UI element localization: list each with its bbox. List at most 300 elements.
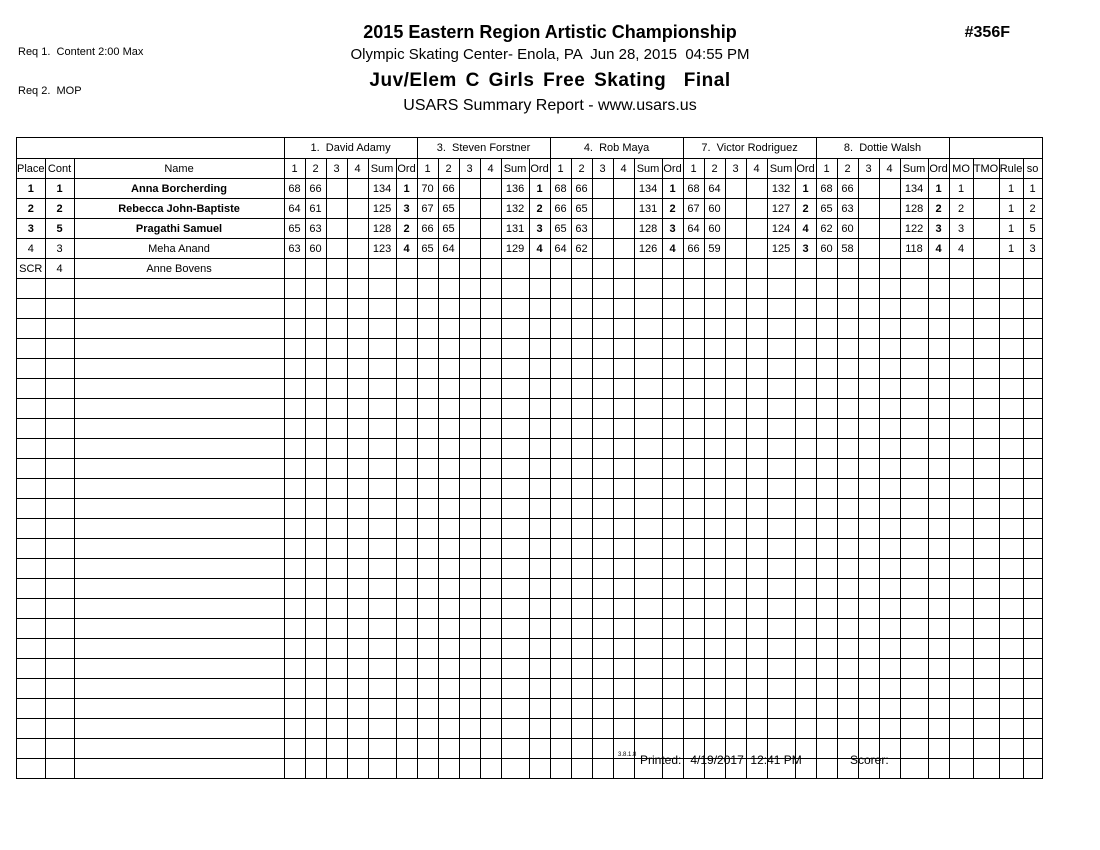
score-cell xyxy=(725,179,746,199)
score-cell xyxy=(326,479,347,499)
score-cell xyxy=(704,319,725,339)
mo-cell xyxy=(949,559,973,579)
ord-cell: 2 xyxy=(662,199,683,219)
score-cell xyxy=(704,359,725,379)
score-cell xyxy=(480,579,501,599)
name-cell: Rebecca John-Baptiste xyxy=(74,199,284,219)
score-cell xyxy=(746,219,767,239)
score-cell xyxy=(480,759,501,779)
sum-cell: 125 xyxy=(368,199,396,219)
sum-cell: 128 xyxy=(900,199,928,219)
mo-cell xyxy=(949,639,973,659)
score-cell xyxy=(816,259,837,279)
so-cell: 5 xyxy=(1023,219,1042,239)
score-cell xyxy=(284,339,305,359)
score-cell xyxy=(305,259,326,279)
ord-cell xyxy=(529,759,550,779)
mo-cell xyxy=(949,499,973,519)
score-cell xyxy=(326,639,347,659)
score-cell xyxy=(305,279,326,299)
score-cell: 64 xyxy=(550,239,571,259)
score-cell xyxy=(326,179,347,199)
score-cell xyxy=(592,499,613,519)
sum-cell xyxy=(501,439,529,459)
score-cell xyxy=(347,639,368,659)
score-cell: 65 xyxy=(417,239,438,259)
mo-cell xyxy=(949,739,973,759)
score-cell xyxy=(326,759,347,779)
event-number: #356F xyxy=(964,24,1010,41)
sum-cell xyxy=(634,599,662,619)
score-cell xyxy=(438,679,459,699)
score-cell xyxy=(683,259,704,279)
ord-cell xyxy=(928,639,949,659)
ord-cell xyxy=(662,419,683,439)
judge-header-1: 1. David Adamy xyxy=(284,138,417,159)
score-cell xyxy=(284,599,305,619)
venue-date-line: Olympic Skating Center- Enola, PA Jun 28, 2015 04:55 PM xyxy=(350,46,750,63)
sum-cell: 131 xyxy=(501,219,529,239)
place-cell xyxy=(17,619,46,639)
score-cell xyxy=(613,659,634,679)
score-cell xyxy=(417,699,438,719)
score-cell xyxy=(480,619,501,639)
score-cell xyxy=(284,619,305,639)
score-cell xyxy=(858,599,879,619)
score-cell xyxy=(725,499,746,519)
so-cell: 3 xyxy=(1023,239,1042,259)
sum-cell xyxy=(501,559,529,579)
score-cell xyxy=(326,539,347,559)
sum-cell xyxy=(767,399,795,419)
score-cell xyxy=(571,719,592,739)
mo-cell xyxy=(949,579,973,599)
score-cell xyxy=(858,439,879,459)
place-cell xyxy=(17,739,46,759)
rule-cell xyxy=(999,459,1023,479)
ord-cell xyxy=(795,279,816,299)
score-cell xyxy=(550,519,571,539)
score-cell xyxy=(704,639,725,659)
ord-cell xyxy=(529,499,550,519)
cont-cell xyxy=(45,579,74,599)
score-cell xyxy=(725,519,746,539)
score-cell xyxy=(326,359,347,379)
so-cell xyxy=(1023,319,1042,339)
score-cell xyxy=(459,399,480,419)
ord-cell xyxy=(662,399,683,419)
rule-cell xyxy=(999,379,1023,399)
score-cell: 68 xyxy=(816,179,837,199)
score-cell xyxy=(592,639,613,659)
score-cell xyxy=(613,599,634,619)
rule-cell xyxy=(999,739,1023,759)
rule-cell: 1 xyxy=(999,179,1023,199)
score-cell xyxy=(438,359,459,379)
score-cell: 60 xyxy=(704,219,725,239)
name-cell xyxy=(74,699,284,719)
score-cell xyxy=(725,379,746,399)
printed-label: Printed: xyxy=(640,753,682,767)
sum-cell: 128 xyxy=(368,219,396,239)
score-cell xyxy=(816,419,837,439)
score-cell xyxy=(417,299,438,319)
ord-cell xyxy=(662,319,683,339)
name-cell xyxy=(74,679,284,699)
tmo-cell xyxy=(973,219,999,239)
cont-cell xyxy=(45,339,74,359)
place-cell xyxy=(17,699,46,719)
rule-cell xyxy=(999,399,1023,419)
score-cell xyxy=(480,679,501,699)
so-cell xyxy=(1023,699,1042,719)
score-cell: 67 xyxy=(417,199,438,219)
score-cell xyxy=(704,659,725,679)
ord-cell xyxy=(662,679,683,699)
score-cell xyxy=(550,379,571,399)
score-cell xyxy=(347,619,368,639)
score-cell xyxy=(417,659,438,679)
sum-cell xyxy=(767,559,795,579)
place-cell xyxy=(17,559,46,579)
sum-cell: 131 xyxy=(634,199,662,219)
score-cell xyxy=(592,339,613,359)
score-cell xyxy=(837,379,858,399)
score-cell xyxy=(879,319,900,339)
score-cell xyxy=(550,599,571,619)
score-cell xyxy=(683,539,704,559)
score-cell xyxy=(746,599,767,619)
mo-cell xyxy=(949,679,973,699)
score-cell xyxy=(571,259,592,279)
so-cell xyxy=(1023,679,1042,699)
sum-cell xyxy=(900,259,928,279)
score-cell xyxy=(592,179,613,199)
so-cell xyxy=(1023,419,1042,439)
score-cell xyxy=(284,699,305,719)
ord-cell xyxy=(529,599,550,619)
judge-header-2: 3. Steven Forstner xyxy=(417,138,550,159)
score-cell xyxy=(879,199,900,219)
score-cell xyxy=(326,339,347,359)
score-cell xyxy=(347,239,368,259)
score-cell xyxy=(704,499,725,519)
sum-cell xyxy=(501,639,529,659)
ord-cell xyxy=(396,379,417,399)
score-cell xyxy=(837,579,858,599)
sum-cell xyxy=(368,719,396,739)
ord-cell xyxy=(396,399,417,419)
score-cell xyxy=(571,459,592,479)
score-cell xyxy=(725,599,746,619)
score-cell xyxy=(326,599,347,619)
score-cell xyxy=(858,679,879,699)
tmo-cell xyxy=(973,359,999,379)
cont-cell xyxy=(45,439,74,459)
so-cell xyxy=(1023,739,1042,759)
score-cell xyxy=(571,619,592,639)
tmo-cell xyxy=(973,499,999,519)
score-cell xyxy=(613,679,634,699)
score-cell: 63 xyxy=(284,239,305,259)
score-cell: 60 xyxy=(305,239,326,259)
tmo-cell xyxy=(973,739,999,759)
score-cell xyxy=(858,499,879,519)
rule-cell xyxy=(999,339,1023,359)
ord-cell xyxy=(795,259,816,279)
ord-cell xyxy=(662,299,683,319)
score-cell xyxy=(326,199,347,219)
rule-cell xyxy=(999,539,1023,559)
name-cell xyxy=(74,719,284,739)
score-cell xyxy=(571,599,592,619)
sum-cell xyxy=(900,479,928,499)
sum-cell xyxy=(501,579,529,599)
score-cell xyxy=(683,639,704,659)
mo-cell xyxy=(949,659,973,679)
col-header-sum: Sum xyxy=(634,159,662,179)
sum-cell xyxy=(767,459,795,479)
rule-cell xyxy=(999,259,1023,279)
ord-cell xyxy=(396,719,417,739)
score-cell xyxy=(571,539,592,559)
score-cell xyxy=(858,359,879,379)
name-cell xyxy=(74,519,284,539)
score-cell xyxy=(746,439,767,459)
ord-cell: 3 xyxy=(662,219,683,239)
score-cell xyxy=(613,299,634,319)
score-cell xyxy=(592,559,613,579)
score-cell: 58 xyxy=(837,239,858,259)
mo-cell xyxy=(949,419,973,439)
score-cell xyxy=(816,559,837,579)
sum-cell xyxy=(767,419,795,439)
score-cell xyxy=(347,219,368,239)
col-header-ord: Ord xyxy=(396,159,417,179)
score-cell xyxy=(417,319,438,339)
ord-cell xyxy=(396,639,417,659)
so-cell xyxy=(1023,559,1042,579)
score-cell xyxy=(816,439,837,459)
score-cell xyxy=(816,539,837,559)
score-cell xyxy=(746,679,767,699)
score-cell xyxy=(725,719,746,739)
score-cell xyxy=(837,639,858,659)
sum-cell xyxy=(900,339,928,359)
sum-cell xyxy=(900,279,928,299)
tmo-cell xyxy=(973,699,999,719)
so-cell xyxy=(1023,399,1042,419)
cont-cell xyxy=(45,279,74,299)
score-cell xyxy=(816,499,837,519)
score-cell xyxy=(837,359,858,379)
col-header-score-1: 1 xyxy=(816,159,837,179)
score-cell xyxy=(837,439,858,459)
sum-cell xyxy=(368,299,396,319)
sum-cell xyxy=(900,299,928,319)
sum-cell xyxy=(501,739,529,759)
name-cell: Meha Anand xyxy=(74,239,284,259)
ord-cell xyxy=(529,559,550,579)
score-cell xyxy=(347,719,368,739)
score-cell xyxy=(746,559,767,579)
score-cell xyxy=(746,579,767,599)
score-cell xyxy=(592,579,613,599)
score-cell xyxy=(326,699,347,719)
score-cell xyxy=(459,579,480,599)
score-cell xyxy=(305,299,326,319)
rule-cell xyxy=(999,759,1023,779)
score-cell xyxy=(746,319,767,339)
score-cell xyxy=(417,419,438,439)
sum-cell xyxy=(900,699,928,719)
score-cell xyxy=(347,459,368,479)
score-cell xyxy=(326,619,347,639)
score-cell xyxy=(613,399,634,419)
score-cell xyxy=(347,299,368,319)
ord-cell xyxy=(529,639,550,659)
score-cell xyxy=(837,259,858,279)
score-cell xyxy=(480,699,501,719)
printed-datetime: 4/19/2017 12:41 PM xyxy=(690,753,802,767)
score-cell xyxy=(746,619,767,639)
score-cell xyxy=(858,319,879,339)
score-cell xyxy=(592,619,613,639)
score-cell xyxy=(438,739,459,759)
ord-cell xyxy=(795,579,816,599)
score-cell xyxy=(746,399,767,419)
score-cell xyxy=(326,319,347,339)
so-cell: 1 xyxy=(1023,179,1042,199)
ord-cell xyxy=(795,719,816,739)
cont-cell: 5 xyxy=(45,219,74,239)
score-cell xyxy=(879,219,900,239)
ord-cell: 1 xyxy=(928,179,949,199)
score-cell xyxy=(417,439,438,459)
score-cell xyxy=(858,639,879,659)
score-cell xyxy=(480,339,501,359)
score-cell xyxy=(592,259,613,279)
score-cell xyxy=(613,559,634,579)
score-cell: 64 xyxy=(683,219,704,239)
score-cell xyxy=(879,619,900,639)
score-cell xyxy=(837,499,858,519)
score-cell xyxy=(438,399,459,419)
score-cell xyxy=(480,319,501,339)
sum-cell xyxy=(767,359,795,379)
score-cell: 67 xyxy=(683,199,704,219)
so-cell xyxy=(1023,639,1042,659)
report-type-line: USARS Summary Report - www.usars.us xyxy=(403,97,697,114)
score-cell xyxy=(816,339,837,359)
ord-cell xyxy=(662,339,683,359)
col-header-score-2: 2 xyxy=(837,159,858,179)
ord-cell xyxy=(795,499,816,519)
ord-cell xyxy=(795,319,816,339)
score-cell xyxy=(592,699,613,719)
score-cell xyxy=(480,259,501,279)
score-cell xyxy=(879,699,900,719)
score-cell xyxy=(305,399,326,419)
score-cell xyxy=(837,539,858,559)
ord-cell xyxy=(662,439,683,459)
score-cell xyxy=(858,339,879,359)
ord-cell xyxy=(662,699,683,719)
score-cell xyxy=(725,659,746,679)
name-cell xyxy=(74,359,284,379)
score-cell xyxy=(592,419,613,439)
score-cell xyxy=(613,699,634,719)
score-cell xyxy=(305,719,326,739)
score-cell xyxy=(347,539,368,559)
score-cell xyxy=(613,239,634,259)
score-cell: 65 xyxy=(816,199,837,219)
place-cell xyxy=(17,579,46,599)
so-cell xyxy=(1023,599,1042,619)
sum-cell xyxy=(767,339,795,359)
score-cell xyxy=(683,299,704,319)
score-cell: 65 xyxy=(550,219,571,239)
ord-cell xyxy=(662,279,683,299)
score-cell xyxy=(837,459,858,479)
score-cell xyxy=(683,619,704,639)
score-cell xyxy=(417,459,438,479)
place-cell xyxy=(17,279,46,299)
score-cell xyxy=(683,479,704,499)
score-cell xyxy=(837,659,858,679)
score-cell xyxy=(879,679,900,699)
score-cell xyxy=(550,439,571,459)
ord-cell xyxy=(662,259,683,279)
score-cell xyxy=(725,559,746,579)
score-cell xyxy=(816,399,837,419)
score-cell xyxy=(459,339,480,359)
score-cell xyxy=(613,479,634,499)
ord-cell xyxy=(529,279,550,299)
score-cell xyxy=(347,379,368,399)
sum-cell xyxy=(767,699,795,719)
score-cell xyxy=(592,599,613,619)
place-cell: 4 xyxy=(17,239,46,259)
mo-cell xyxy=(949,699,973,719)
tmo-cell xyxy=(973,179,999,199)
score-cell: 66 xyxy=(683,239,704,259)
score-cell xyxy=(746,539,767,559)
sum-cell xyxy=(368,659,396,679)
score-cell xyxy=(816,379,837,399)
score-cell xyxy=(438,459,459,479)
tmo-cell xyxy=(973,479,999,499)
so-cell xyxy=(1023,499,1042,519)
score-cell xyxy=(459,319,480,339)
score-cell xyxy=(571,679,592,699)
score-cell xyxy=(480,659,501,679)
score-cell xyxy=(459,599,480,619)
ord-cell: 1 xyxy=(795,179,816,199)
score-cell xyxy=(592,739,613,759)
score-cell xyxy=(704,599,725,619)
score-cell xyxy=(746,299,767,319)
sum-cell xyxy=(767,719,795,739)
score-cell xyxy=(284,719,305,739)
score-cell xyxy=(613,639,634,659)
sum-cell xyxy=(368,579,396,599)
score-cell xyxy=(480,639,501,659)
col-header-score-3: 3 xyxy=(858,159,879,179)
rule-cell xyxy=(999,419,1023,439)
ord-cell xyxy=(396,699,417,719)
score-cell xyxy=(879,259,900,279)
